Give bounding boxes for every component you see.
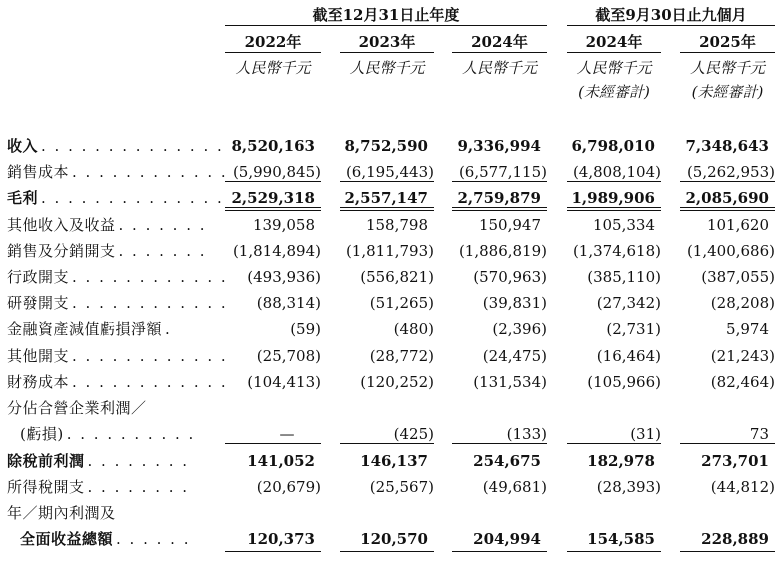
row-label xyxy=(7,316,172,342)
double-underline xyxy=(567,207,661,211)
table-cell: (120,252) xyxy=(360,373,434,391)
table-cell: (16,464) xyxy=(596,347,661,365)
table-cell: 2,759,879 xyxy=(457,189,541,207)
row-leader-dots: . . . . . . . xyxy=(118,216,207,234)
table-cell: (28,393) xyxy=(596,478,661,496)
row-label xyxy=(7,133,224,159)
row-label xyxy=(7,238,207,264)
table-row xyxy=(0,290,782,316)
table-cell: 2,085,690 xyxy=(685,189,769,207)
table-cell: (5,990,845) xyxy=(232,163,321,181)
table-cell: (570,963) xyxy=(473,268,547,286)
row-label xyxy=(7,474,189,500)
single-underline xyxy=(452,181,547,182)
column-note-4: (未經審計) xyxy=(578,83,650,101)
table-row xyxy=(0,264,782,290)
table-cell: 120,570 xyxy=(360,530,428,548)
row-label-text: 毛利 xyxy=(7,189,39,207)
table-cell: 5,974 xyxy=(726,320,769,338)
column-year-4: 2024年 xyxy=(585,33,643,51)
row-label-text: 研發開支 xyxy=(7,294,70,312)
table-cell: (1,886,819) xyxy=(458,242,547,260)
table-cell: 146,137 xyxy=(360,452,428,470)
table-cell: (493,936) xyxy=(247,268,321,286)
table-cell: (44,812) xyxy=(710,478,775,496)
table-row xyxy=(0,212,782,238)
column-year-underline-4 xyxy=(567,52,661,53)
row-leader-dots: . . . . . . . xyxy=(118,242,207,260)
column-year-1: 2022年 xyxy=(244,33,302,51)
single-underline xyxy=(225,443,321,444)
single-underline xyxy=(452,551,547,552)
table-cell: (21,243) xyxy=(710,347,775,365)
row-leader-dots: . . . . . . . . . . xyxy=(66,425,196,443)
row-leader-dots: . . . . . . . . . . . . . . xyxy=(41,189,224,207)
single-underline xyxy=(680,551,775,552)
row-label xyxy=(7,290,228,316)
table-cell: (2,396) xyxy=(492,320,547,338)
row-label-text: 分佔合營企業利潤／ xyxy=(7,399,147,417)
table-cell: (88,314) xyxy=(256,294,321,312)
row-leader-dots: . xyxy=(165,320,172,338)
table-cell: 101,620 xyxy=(706,216,769,234)
single-underline xyxy=(680,443,775,444)
table-cell: (5,262,953) xyxy=(686,163,775,181)
table-cell: (20,679) xyxy=(256,478,321,496)
column-year-underline-2 xyxy=(340,52,434,53)
row-leader-dots: . . . . . . . . . . . . xyxy=(72,347,228,365)
table-cell: 150,947 xyxy=(478,216,541,234)
column-unit-2: 人民幣千元 xyxy=(349,59,425,77)
table-row xyxy=(0,133,782,159)
row-label xyxy=(7,264,228,290)
row-label-text: 收入 xyxy=(7,137,39,155)
table-cell: (6,577,115) xyxy=(458,163,547,181)
column-unit-4: 人民幣千元 xyxy=(576,59,652,77)
row-label xyxy=(7,448,189,474)
table-row xyxy=(0,343,782,369)
row-label-text: 其他開支 xyxy=(7,347,70,365)
table-cell: (1,811,793) xyxy=(345,242,434,260)
group-underline-nine-months xyxy=(567,25,775,26)
table-cell: 2,557,147 xyxy=(344,189,428,207)
row-label-text: (虧損) xyxy=(20,425,64,443)
single-underline xyxy=(340,443,434,444)
table-cell: 9,336,994 xyxy=(457,137,541,155)
double-underline xyxy=(340,207,434,211)
table-cell: (31) xyxy=(630,425,661,443)
table-cell: (51,265) xyxy=(369,294,434,312)
row-label-text: 其他收入及收益 xyxy=(7,216,116,234)
row-label-text: 除稅前利潤 xyxy=(7,452,85,470)
table-cell: — xyxy=(279,425,295,443)
row-label xyxy=(20,421,195,447)
column-year-underline-1 xyxy=(225,52,321,53)
column-year-3: 2024年 xyxy=(471,33,528,51)
row-label-text: 金融資產減值虧損淨額 xyxy=(7,320,163,338)
table-cell: (25,708) xyxy=(256,347,321,365)
table-cell: (59) xyxy=(290,320,321,338)
table-cell: (82,464) xyxy=(710,373,775,391)
table-row xyxy=(0,238,782,264)
row-leader-dots: . . . . . . . . . . . . xyxy=(72,268,228,286)
table-row xyxy=(0,316,782,342)
column-year-2: 2023年 xyxy=(358,33,416,51)
table-row xyxy=(0,526,782,552)
row-label xyxy=(7,159,228,185)
row-label-text: 年／期內利潤及 xyxy=(7,504,116,522)
table-cell: (1,814,894) xyxy=(232,242,321,260)
row-leader-dots: . . . . . . . . . . . . xyxy=(72,163,228,181)
table-cell: 73 xyxy=(749,425,769,443)
double-underline xyxy=(225,207,321,211)
table-cell: (6,195,443) xyxy=(345,163,434,181)
table-cell: (105,966) xyxy=(587,373,661,391)
row-label-text: 所得稅開支 xyxy=(7,478,85,496)
single-underline xyxy=(225,551,321,552)
table-cell: (1,400,686) xyxy=(686,242,775,260)
table-cell: 154,585 xyxy=(587,530,655,548)
row-leader-dots: . . . . . . . . . . . . xyxy=(72,294,228,312)
table-cell: (425) xyxy=(393,425,434,443)
single-underline xyxy=(567,443,661,444)
table-cell: 273,701 xyxy=(701,452,769,470)
table-cell: 105,334 xyxy=(592,216,655,234)
table-row xyxy=(0,395,782,421)
single-underline xyxy=(680,181,775,182)
row-leader-dots: . . . . . . . . . . . . . . xyxy=(41,137,224,155)
double-underline xyxy=(452,207,547,211)
group-header-nine-months: 截至9月30日止九個月 xyxy=(595,6,747,24)
row-label xyxy=(7,500,116,526)
row-label xyxy=(7,185,224,211)
table-cell: 1,989,906 xyxy=(571,189,655,207)
table-cell: 8,752,590 xyxy=(344,137,428,155)
row-label-text: 行政開支 xyxy=(7,268,70,286)
row-leader-dots: . . . . . . . . xyxy=(87,452,190,470)
row-label-text: 銷售成本 xyxy=(7,163,70,181)
column-unit-1: 人民幣千元 xyxy=(235,59,311,77)
column-year-underline-3 xyxy=(452,52,547,53)
single-underline xyxy=(340,551,434,552)
table-cell: (39,831) xyxy=(482,294,547,312)
table-cell: (1,374,618) xyxy=(572,242,661,260)
table-cell: (387,055) xyxy=(701,268,775,286)
table-cell: (133) xyxy=(506,425,547,443)
table-cell: 204,994 xyxy=(473,530,541,548)
table-cell: (27,342) xyxy=(596,294,661,312)
single-underline xyxy=(567,181,661,182)
table-row xyxy=(0,448,782,474)
table-cell: 8,520,163 xyxy=(231,137,315,155)
table-cell: 120,373 xyxy=(247,530,315,548)
table-cell: (25,567) xyxy=(369,478,434,496)
row-label-text: 銷售及分銷開支 xyxy=(7,242,116,260)
table-cell: 182,978 xyxy=(587,452,655,470)
table-cell: 6,798,010 xyxy=(571,137,655,155)
row-leader-dots: . . . . . . . . xyxy=(87,478,190,496)
double-underline xyxy=(680,207,775,211)
table-cell: (131,534) xyxy=(473,373,547,391)
single-underline xyxy=(225,181,321,182)
row-label-text: 財務成本 xyxy=(7,373,70,391)
table-cell: (24,475) xyxy=(482,347,547,365)
table-cell: (556,821) xyxy=(360,268,434,286)
table-cell: (480) xyxy=(393,320,434,338)
table-cell: 254,675 xyxy=(473,452,541,470)
column-unit-5: 人民幣千元 xyxy=(689,59,765,77)
row-label xyxy=(7,369,228,395)
single-underline xyxy=(340,181,434,182)
row-label-text: 全面收益總額 xyxy=(20,530,114,548)
column-unit-3: 人民幣千元 xyxy=(461,59,537,77)
row-label xyxy=(7,343,228,369)
group-underline-year-ended xyxy=(225,25,547,26)
table-cell: (28,208) xyxy=(710,294,775,312)
column-year-5: 2025年 xyxy=(699,33,756,51)
row-label xyxy=(7,212,207,238)
table-row xyxy=(0,369,782,395)
table-cell: 7,348,643 xyxy=(685,137,769,155)
group-header-year-ended: 截至12月31日止年度 xyxy=(312,6,460,24)
row-label xyxy=(20,526,190,552)
table-cell: (385,110) xyxy=(587,268,661,286)
table-cell: 2,529,318 xyxy=(231,189,315,207)
row-leader-dots: . . . . . . . . . . . . xyxy=(72,373,228,391)
table-cell: 158,798 xyxy=(365,216,428,234)
row-leader-dots: . . . . . . xyxy=(116,530,191,548)
row-label xyxy=(7,395,147,421)
table-cell: (104,413) xyxy=(247,373,321,391)
table-cell: (49,681) xyxy=(482,478,547,496)
table-cell: (2,731) xyxy=(606,320,661,338)
column-year-underline-5 xyxy=(680,52,775,53)
single-underline xyxy=(452,443,547,444)
table-cell: (4,808,104) xyxy=(572,163,661,181)
table-cell: (28,772) xyxy=(369,347,434,365)
table-cell: 139,058 xyxy=(252,216,315,234)
table-row xyxy=(0,474,782,500)
table-row xyxy=(0,500,782,526)
single-underline xyxy=(567,551,661,552)
table-cell: 141,052 xyxy=(247,452,315,470)
column-note-5: (未經審計) xyxy=(691,83,764,101)
table-cell: 228,889 xyxy=(701,530,769,548)
